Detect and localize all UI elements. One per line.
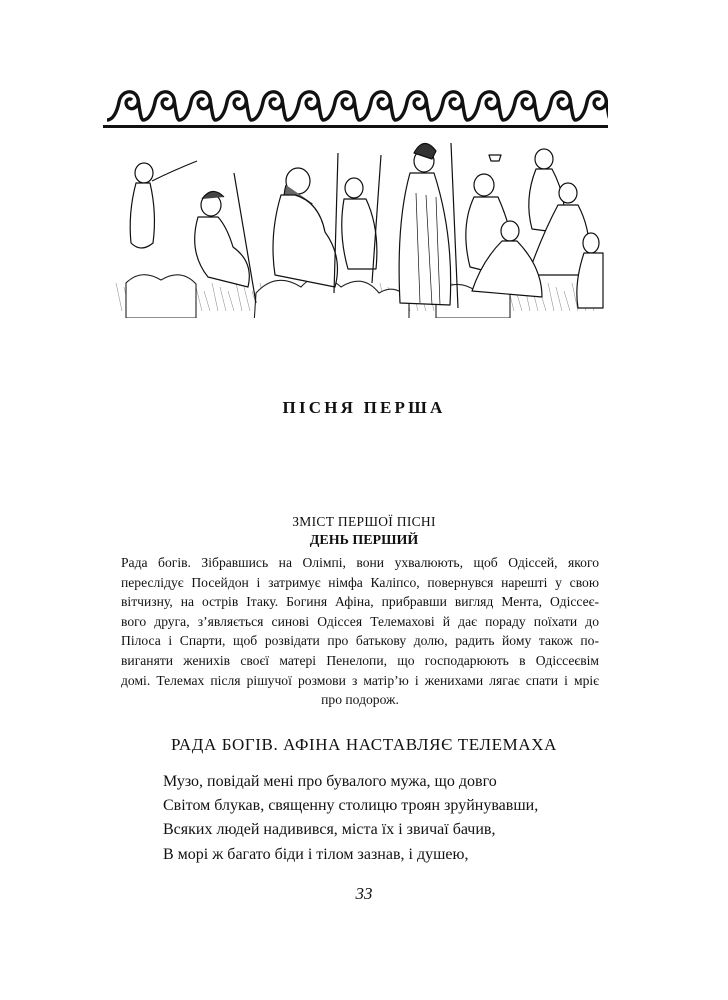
summary-line: вого друга, з’являється синові Одіссея Телемахові й дає пораду поїхати до xyxy=(121,613,599,629)
olympian-gods-illustration xyxy=(106,133,606,318)
day-heading: ДЕНЬ ПЕРШИЙ xyxy=(309,533,419,548)
summary-line: переслідує Посейдон і затримує німфа Каліпсо, повернувся нарешті у свою xyxy=(121,574,599,590)
summary-line: Рада богів. Зібравшись на Олімпі, вони ухвалюють, щоб Одіссей, якого xyxy=(121,555,599,570)
canto-title: РАДА БОГІВ. АФІНА НАСТАВЛЯЄ ТЕЛЕМАХА xyxy=(171,735,557,754)
verse-block xyxy=(163,770,583,867)
verse-line: Всяких людей надивився, міста їх і звичаї бачив, xyxy=(163,821,496,839)
verse-line: Світом блукав, священну столицю троян зруйнувавши, xyxy=(163,797,539,815)
summary-line: Пілоса і Спарти, щоб розвідати про батькову долю, радить йому також по- xyxy=(121,633,599,649)
summary-line: домі. Телемах після рішучої розмови з матір’ю і женихами лягає спати і мріє xyxy=(121,672,599,688)
summary-line: виганяти женихів своєї матері Пенелопи, що господарюють в Одіссеєвім xyxy=(121,652,599,668)
contents-heading: ЗМІСТ ПЕРШОЇ ПІСНІ xyxy=(292,514,436,529)
page-number: 33 xyxy=(355,884,373,903)
greek-wave-border-icon xyxy=(103,82,608,130)
song-title: ПІСНЯ ПЕРША xyxy=(282,398,446,417)
summary-line: про подорож. xyxy=(321,692,399,708)
summary-line: вітчизну, на острів Ітаку. Богиня Афіна, прибравши вигляд Мента, Одіссеє- xyxy=(121,594,599,610)
verse-line: Музо, повідай мені про бувалого мужа, що довго xyxy=(163,773,497,790)
summary-paragraph xyxy=(121,553,599,710)
verse-line: В морі ж багато біди і тілом зазнав, і душею, xyxy=(163,845,469,863)
